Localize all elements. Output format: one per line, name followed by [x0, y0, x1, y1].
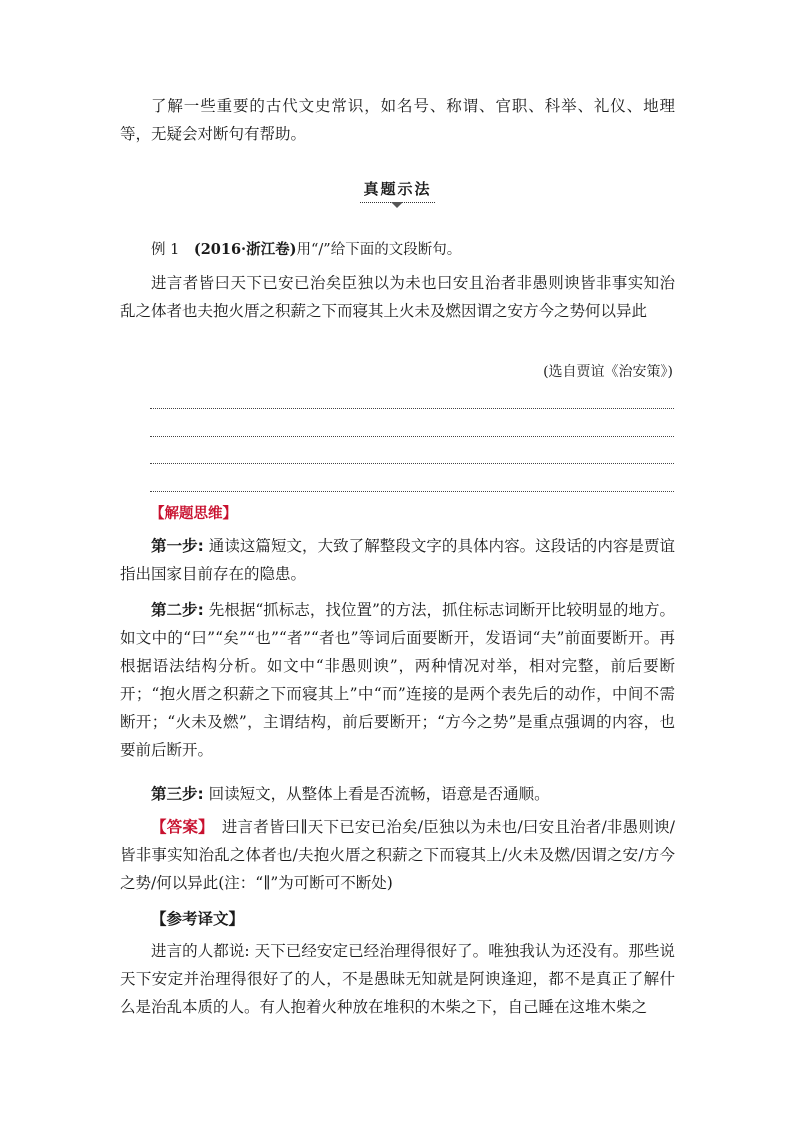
example-instruction: 用“/”给下面的文段断句。: [296, 242, 462, 258]
answer-line: [150, 491, 674, 492]
step1-text: 通读这篇短文，大致了解整段文字的具体内容。这段话的内容是贾谊指出国家目前存在的隐患。: [120, 537, 675, 583]
example-source-year: (2016·浙江卷): [193, 241, 297, 258]
example-passage: 进言者皆曰天下已安已治矣臣独以为未也曰安且治者非愚则谀皆非事实知治乱之体者也夫抱火厝之积薪之下而寝其上火未及燃因谓之安方今之势何以异此: [120, 274, 675, 320]
passage-source: (选自贾谊《治安策》): [543, 364, 673, 380]
answer-line: [150, 408, 674, 409]
answer-paragraph: [120, 813, 675, 897]
answer-line: [150, 463, 674, 464]
step2-paragraph: [120, 596, 675, 764]
analysis-header-label: 【解题思维】: [150, 505, 237, 522]
step3-paragraph: [120, 780, 675, 808]
section-title: 真题示法: [360, 178, 435, 203]
step3-text: 回读短文，从整体上看是否流畅，语意是否通顺。: [203, 785, 550, 803]
example-label: 例 1: [151, 242, 180, 258]
step1-paragraph: [120, 532, 675, 588]
intro-paragraph: 了解一些重要的古代文史常识，如名号、称谓、官职、科举、礼仪、地理等，无疑会对断句有帮助。: [120, 97, 675, 143]
analysis-header: [150, 500, 705, 528]
step2-label: 第二步:: [151, 601, 204, 619]
step1-label: 第一步:: [151, 537, 204, 555]
translation-header-label: 【参考译文】: [151, 909, 245, 928]
translation-header: [120, 905, 675, 933]
step2-text: 先根据“抓标志，找位置”的方法，抓住标志词断开比较明显的地方。如文中的“曰”“矣”“也”“者”“者也”等词后面要断开，发语词“夫”前面要断开。再根据语法结构分析。如文中“非愚则谀”，两种情况对举，相对完整，前后要断开；“抱火厝之积薪之下而寝其上”中“而”连接的是两个表先后的动作，中间不需断开；“火未及燃”，主谓结构，前后要断开；“方今之势”是重点强调的内容，也要前后断开。: [120, 601, 676, 759]
example-heading: [120, 236, 675, 264]
step3-label: 第三步:: [151, 785, 204, 803]
answer-text: 进言者皆曰∥天下已安已治矣/臣独以为未也/曰安且治者/非愚则谀/皆非事实知治乱之体者也/夫抱火厝之积薪之下而寝其上/火未及燃/因谓之安/方今之势/何以异此(注：“∥”为可断可不断处): [120, 818, 675, 892]
triangle-down-icon: [391, 202, 403, 208]
answer-header: 【答案】: [151, 817, 207, 836]
answer-line: [150, 436, 674, 437]
translation-paragraph: 进言的人都说: 天下已经安定已经治理得很好了。唯独我认为还没有。那些说天下安定并治理得很好了的人，不是愚昧无知就是阿谀逢迎，都不是真正了解什么是治乱本质的人。有人抱着火种放在堆积的木柴之下，自己睡在这堆木柴之: [120, 942, 675, 1016]
